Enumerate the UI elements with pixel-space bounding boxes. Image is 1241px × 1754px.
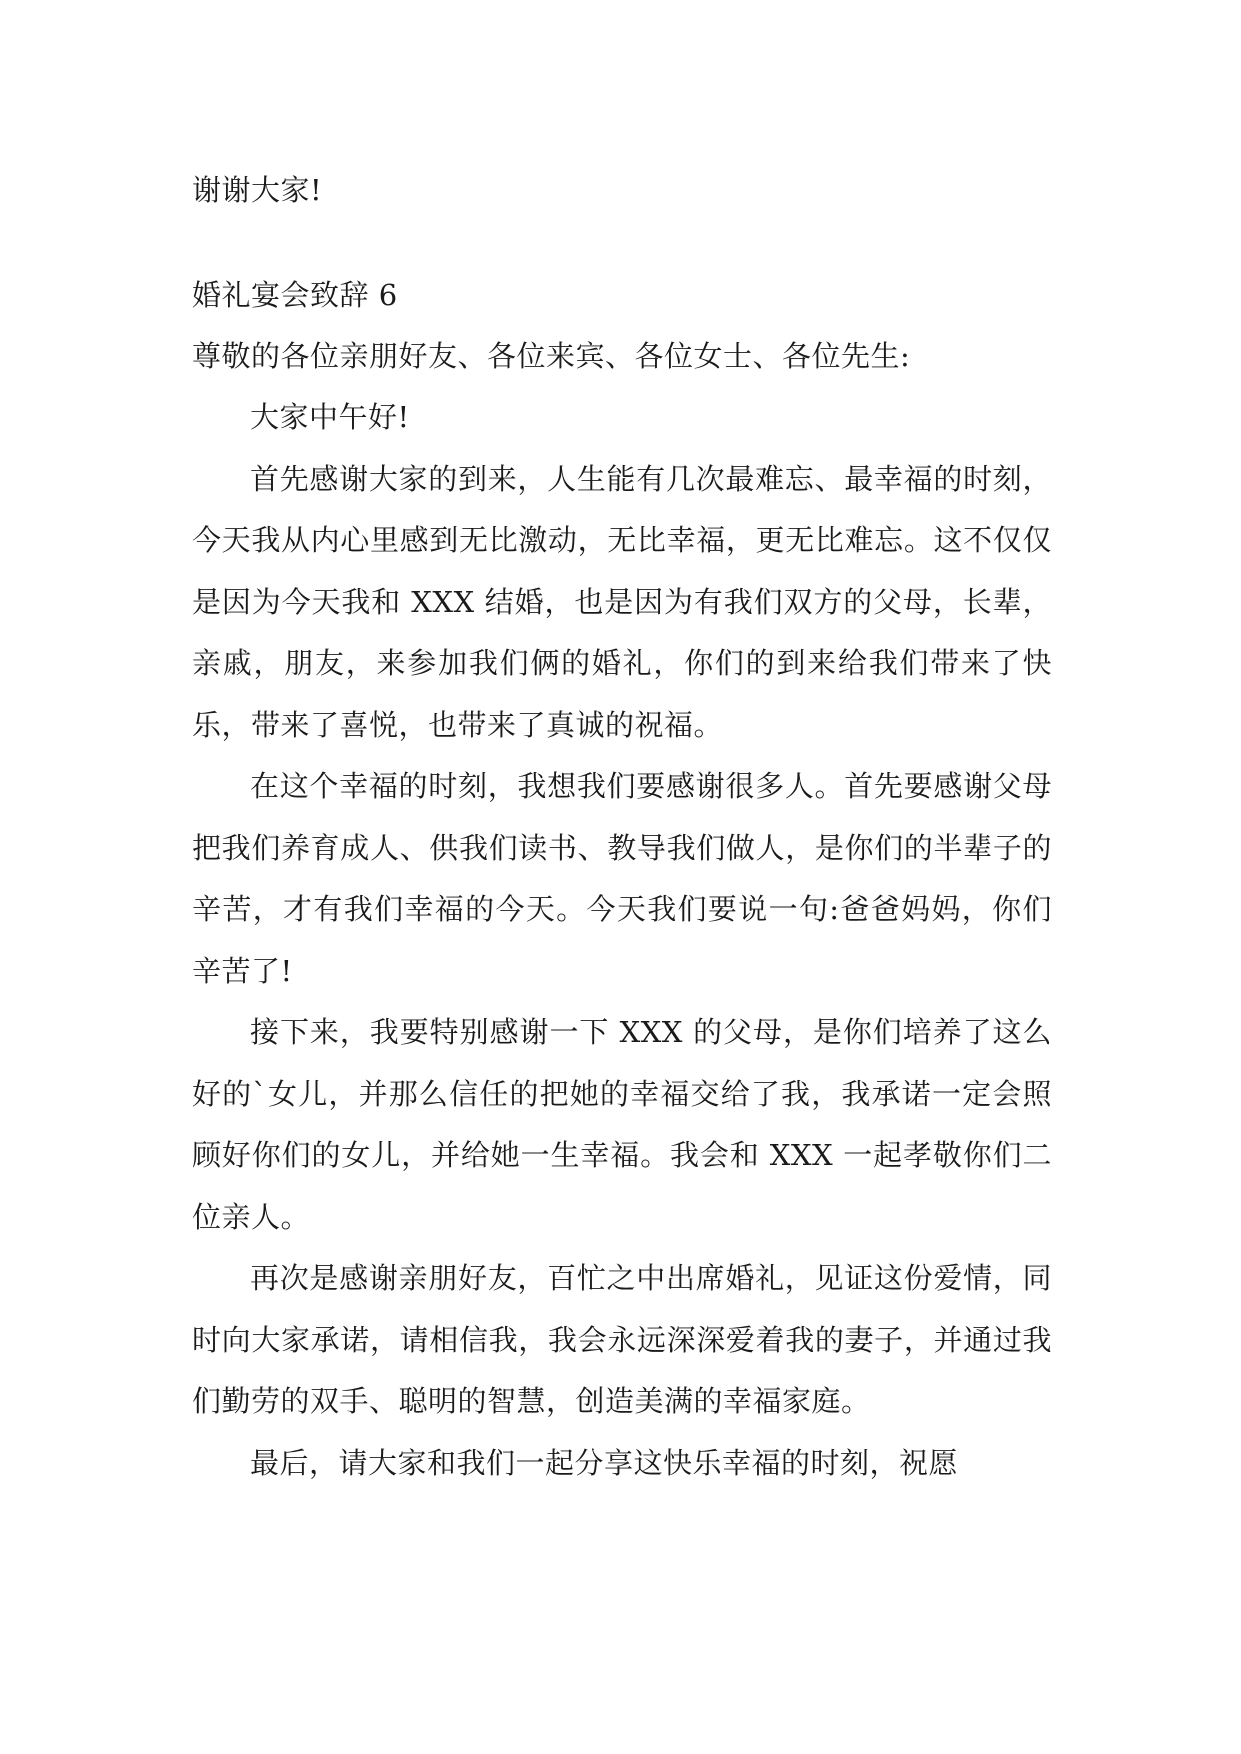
paragraph-closing-wish: 最后，请大家和我们一起分享这快乐幸福的时刻，祝愿 bbox=[250, 1445, 959, 1480]
paragraph-greeting: 大家中午好! bbox=[250, 400, 410, 434]
paragraph-thanks-guests: 首先感谢大家的到来，人生能有几次最难忘、最幸福的时刻，今天我从内心里感到无比激动，无比幸福，更无比难忘。这不仅仅是因为今天我和 XXX 结婚，也是因为有我们双方的父母，长辈，亲戚，朋友，来参加我们俩的婚礼，你们的到来给我们带来了快乐，带来了喜悦，也带来了真诚的祝福。 bbox=[192, 461, 1052, 742]
paragraph-thanks-parents: 在这个幸福的时刻，我想我们要感谢很多人。首先要感谢父母把我们养育成人、供我们读书、教导我们做人，是你们的半辈子的辛苦，才有我们幸福的今天。今天我们要说一句:爸爸妈妈，你们辛苦了! bbox=[192, 769, 1052, 988]
salutation: 尊敬的各位亲朋好友、各位来宾、各位女士、各位先生: bbox=[192, 339, 911, 373]
paragraph-thanks-in-laws: 接下来，我要特别感谢一下 XXX 的父母，是你们培养了这么好的`女儿，并那么信任的把她的幸福交给了我，我承诺一定会照顾好你们的女儿，并给她一生幸福。我会和 XXX 一起孝敬你们二位亲人。 bbox=[192, 1015, 1052, 1234]
section-gap bbox=[192, 221, 1052, 265]
paragraph-thanks-friends: 再次是感谢亲朋好友，百忙之中出席婚礼，见证这份爱情，同时向大家承诺，请相信我，我会永远深深爱着我的妻子，并通过我们勤劳的双手、聪明的智慧，创造美满的幸福家庭。 bbox=[192, 1261, 1052, 1418]
document-body bbox=[192, 160, 1052, 1494]
section-title: 婚礼宴会致辞 6 bbox=[192, 278, 398, 312]
closing-line: 谢谢大家! bbox=[192, 173, 323, 207]
